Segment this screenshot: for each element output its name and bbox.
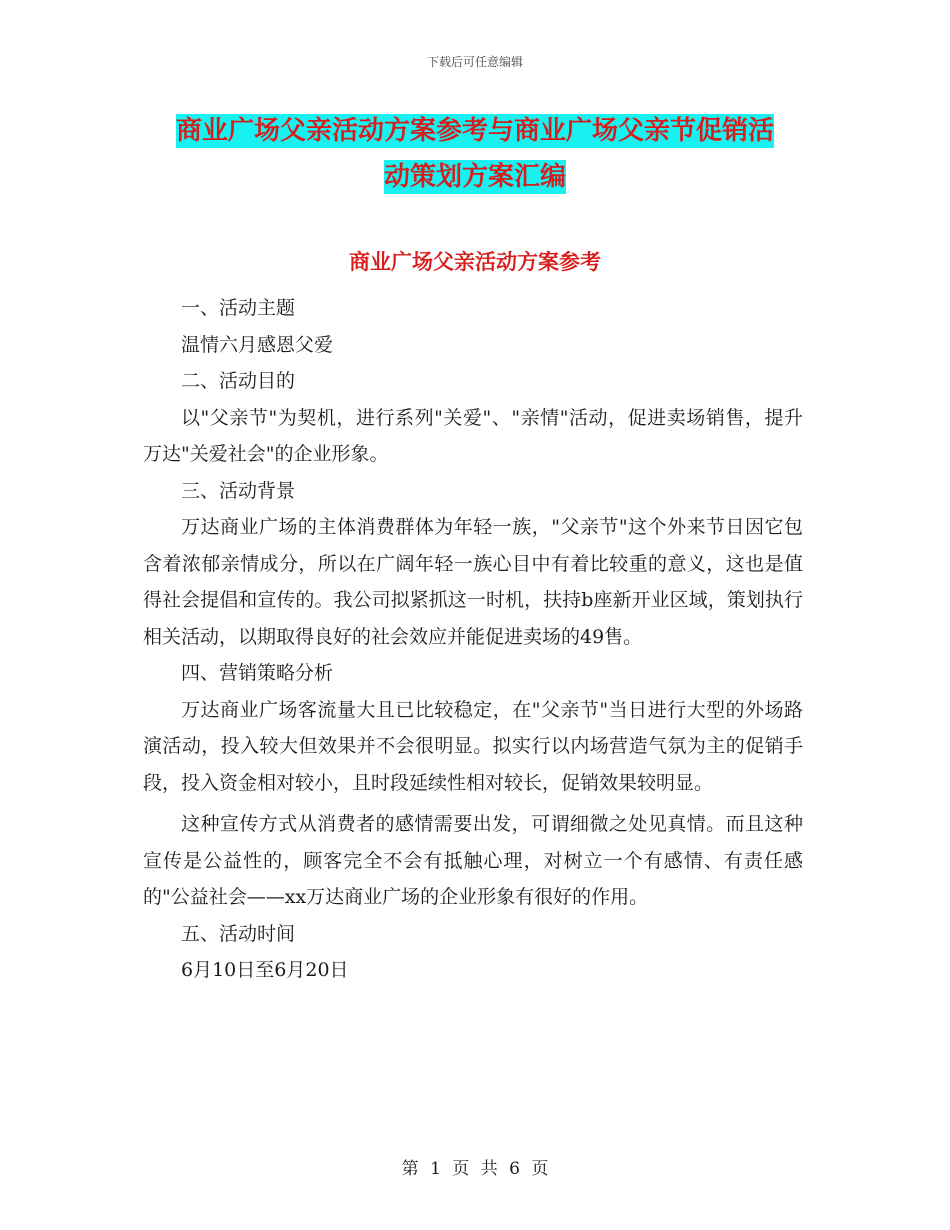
heading-strategy: 四、营销策略分析 <box>181 662 334 684</box>
title-line-2: 动策划方案汇编 <box>383 162 566 192</box>
paragraph-background: 万达商业广场的主体消费群体为年轻一族，"父亲节"这个外来节日因它包含着浓郁亲情成分，所以在广阔年轻一族心目中有着比较重的意义，这也是值得社会提倡和宣传的。我公司拟紧抓这一时机，扶持b座新开业区域，策划执行相关活动，以期取得良好的社会效应并能促进卖场的49售。 <box>143 516 803 648</box>
header-note: 下载后可任意编辑 <box>426 55 523 69</box>
heading-time: 五、活动时间 <box>181 922 296 945</box>
heading-purpose: 二、活动目的 <box>181 370 296 392</box>
paragraph-theme: 温情六月感恩父爱 <box>181 333 334 356</box>
paragraph-time: 6月10日至6月20日 <box>181 959 349 981</box>
heading-background: 三、活动背景 <box>181 479 296 502</box>
heading-theme: 一、活动主题 <box>181 297 296 319</box>
section-subtitle: 商业广场父亲活动方案参考 <box>349 250 601 274</box>
document-body <box>143 290 803 989</box>
page-footer: 第 1 页 共 6 页 <box>401 1159 549 1179</box>
paragraph-promotion: 这种宣传方式从消费者的感情需要出发，可谓细微之处见真情。而且这种宣传是公益性的，顾客完全不会有抵触心理，对树立一个有感情、有责任感的"公益社会——xx万达商业广场的企业形象有很好的作用。 <box>143 813 803 908</box>
paragraph-purpose: 以"父亲节"为契机，进行系列"关爱"、"亲情"活动，促进卖场销售，提升万达"关爱社会"的企业形象。 <box>143 406 803 465</box>
paragraph-strategy: 万达商业广场客流量大且已比较稳定，在"父亲节"当日进行大型的外场路演活动，投入较大但效果并不会很明显。拟实行以内场营造气氛为主的促销手段，投入资金相对较小，且时段延续性相对较长，促销效果较明显。 <box>143 698 803 794</box>
document-title <box>140 108 810 200</box>
title-line-1: 商业广场父亲活动方案参考与商业广场父亲节促销活 <box>175 116 774 146</box>
